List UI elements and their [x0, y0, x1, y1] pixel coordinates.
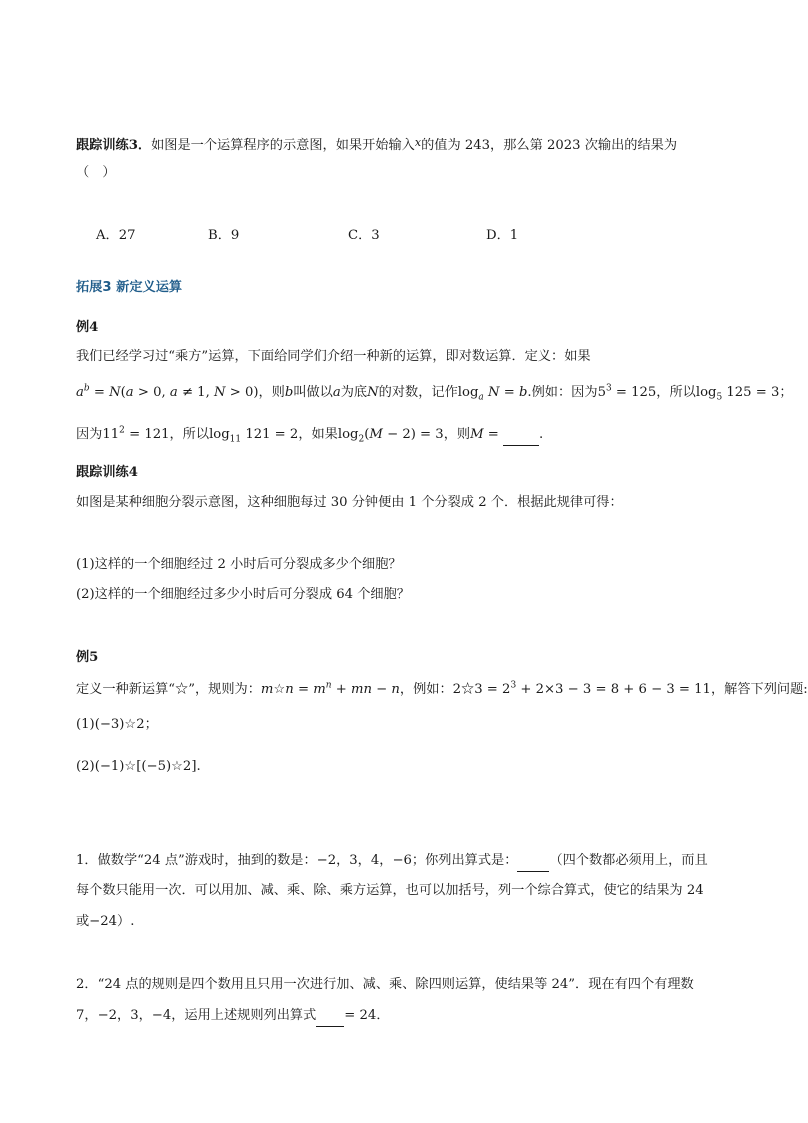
- tracking3-label: 跟踪训练3．: [76, 138, 152, 153]
- extension3-title: 拓展3 新定义运算: [76, 280, 183, 295]
- example5-label: 例5: [76, 650, 99, 665]
- problem2-line2: 7，−2，3，−4，运用上述规则列出算式 = 24．: [76, 1006, 390, 1027]
- example5-q2: (2)(−1)☆[(−5)☆2].: [76, 759, 201, 774]
- tracking4-q1: (1)这样的一个细胞经过 2 小时后可分裂成多少个细胞？: [76, 557, 402, 572]
- option-c: C．3: [348, 228, 380, 243]
- option-a: A．27: [96, 228, 136, 243]
- option-b: B．9: [208, 228, 240, 243]
- tracking4-label: 跟踪训练4: [76, 465, 138, 480]
- problem1-line2: 每个数只能用一次．可以用加、减、乘、除、乘方运算，也可以加括号，列一个综合算式，使它的结果为 24: [76, 883, 704, 898]
- example4-label: 例4: [76, 320, 99, 335]
- problem1-line1: 1．做数学“24 点”游戏时，抽到的数是：−2，3，4，−6；你列出算式是： （四个数都必须用上，而且: [76, 851, 708, 872]
- example4-line2: $a^b = N(a > 0$, a ≠ 1, N > 0)，则b叫做以a为底N的对数，记作$\log_a N = b$.例如：因为$5^3 = 125$，所以$\log_5 125 = 3$；: [76, 383, 793, 403]
- tracking3-paren: （ ）: [76, 165, 116, 180]
- problem1-line3: 或−24）.: [76, 914, 135, 929]
- example5-intro: 定义一种新运算“☆”，规则为：m☆n = $m^n$ + mn − n，例如：2☆3 = $2^3 + 2\times 3 - 3 = 8 + 6 - 3 = 11$，解答下列问题:: [76, 680, 808, 697]
- option-d: D．1: [486, 228, 519, 243]
- tracking4-q2: (2)这样的一个细胞经过多少小时后可分裂成 64 个细胞？: [76, 587, 410, 602]
- problem2-line1: 2．“24 点的规则是四个数用且只用一次进行加、减、乘、除四则运算，使结果等 24”．现在有四个有理数: [76, 977, 694, 992]
- problem2-blank: [316, 1006, 344, 1027]
- problem1-blank: [517, 851, 549, 872]
- example5-q1: (1)(−3)☆2；: [76, 717, 158, 732]
- answer-blank: [503, 425, 539, 446]
- tracking4-intro: 如图是某种细胞分裂示意图，这种细胞每过 30 分钟便由 1 个分裂成 2 个．根据此规律可得：: [76, 495, 623, 510]
- example4-line3: 因为$11^2 = 121$，所以$\log_{11} 121 = 2$，如果$\log_2(M - 2) = 3$，则M = .: [76, 425, 544, 445]
- example4-line1: 我们已经学习过“乘方”运算，下面给同学们介绍一种新的运算，即对数运算．定义：如果: [76, 349, 591, 364]
- tracking3-question: 跟踪训练3．如图是一个运算程序的示意图，如果开始输入$^x$的值为 243，那么第 2023 次输出的结果为: [76, 136, 678, 153]
